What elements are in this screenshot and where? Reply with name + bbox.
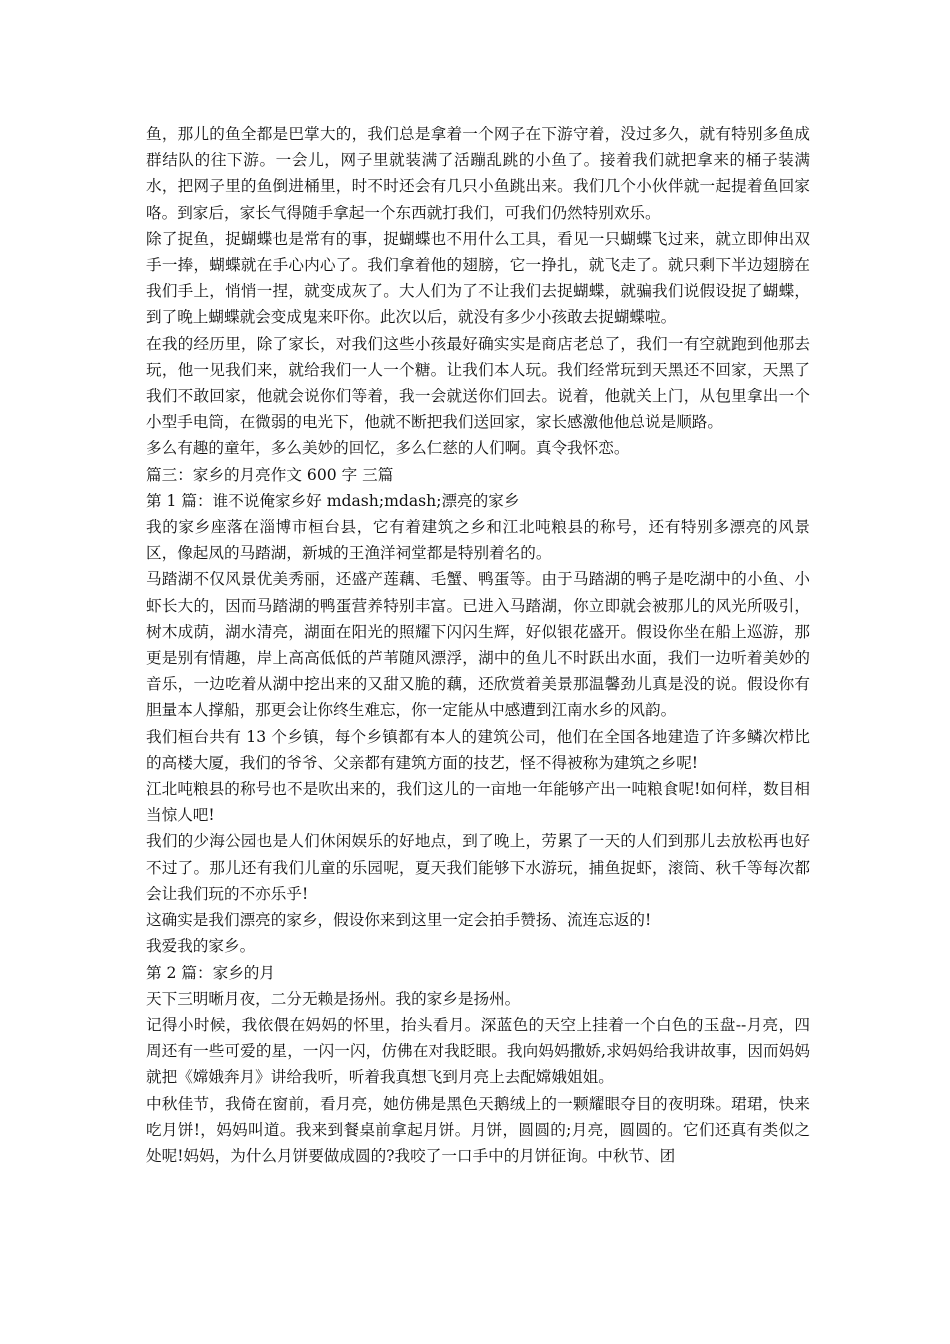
article-heading: 第 1 篇：谁不说俺家乡好 mdash;mdash;漂亮的家乡: [146, 491, 520, 510]
paragraph: 这确实是我们漂亮的家乡，假设你来到这里一定会拍手赞扬、流连忘返的!: [146, 911, 652, 930]
paragraph: 中秋佳节，我倚在窗前，看月亮，她仿佛是黑色天鹅绒上的一颗耀眼夺目的夜明珠。珺珺，快来吃月饼!，妈妈叫道。我来到餐桌前拿起月饼。月饼，圆圆的;月亮，圆圆的。它们还真有类似之处呢!妈妈，为什么月饼要做成圆的?我咬了一口手中的月饼征询。中秋节、团: [146, 1094, 810, 1165]
paragraph: 江北吨粮县的称号也不是吹出来的，我们这儿的一亩地一年能够产出一吨粮食呢!如何样，数目相当惊人吧!: [146, 780, 810, 825]
paragraph: 鱼，那儿的鱼全都是巴掌大的，我们总是拿着一个网子在下游守着，没过多久，就有特别多鱼成群结队的往下游。一会儿，网子里就装满了活蹦乱跳的小鱼了。接着我们就把拿来的桶子装满水，把网子里的鱼倒进桶里，时不时还会有几只小鱼跳出来。我们几个小伙伴就一起提着鱼回家咯。到家后，家长气得随手拿起一个东西就打我们，可我们仍然特别欢乐。: [146, 125, 810, 222]
paragraph: 多么有趣的童年，多么美妙的回忆，多么仁慈的人们啊。真令我怀恋。: [146, 439, 630, 458]
paragraph: 马踏湖不仅风景优美秀丽，还盛产莲藕、毛蟹、鸭蛋等。由于马踏湖的鸭子是吃湖中的小鱼、小虾长大的，因而马踏湖的鸭蛋营养特别丰富。已进入马踏湖，你立即就会被那儿的风光所吸引，树木成荫，湖水清亮，湖面在阳光的照耀下闪闪生辉，好似银花盛开。假设你坐在船上巡游，那更是别有情趣，岸上高高低低的芦苇随风漂浮，湖中的鱼儿不时跃出水面，我们一边听着美妙的音乐，一边吃着从湖中挖出来的又甜又脆的藕，还欣赏着美景那温馨劲儿真是没的说。假设你有胆量本人撑船，那更会让你终生难忘，你一定能从中感遭到江南水乡的风韵。: [146, 570, 810, 720]
paragraph: 我爱我的家乡。: [146, 937, 256, 956]
paragraph: 记得小时候，我依偎在妈妈的怀里，抬头看月。深蓝色的天空上挂着一个白色的玉盘--月亮，四周还有一些可爱的星，一闪一闪，仿佛在对我眨眼。我向妈妈撒娇,求妈妈给我讲故事，因而妈妈就把《嫦娥奔月》讲给我听，听着我真想飞到月亮上去配嫦娥姐姐。: [146, 1015, 810, 1087]
paragraph: 我们桓台共有 13 个乡镇，每个乡镇都有本人的建筑公司，他们在全国各地建造了许多鳞次栉比的高楼大厦，我们的爷爷、父亲都有建筑方面的技艺，怪不得被称为建筑之乡呢!: [146, 727, 810, 772]
section-heading: 篇三：家乡的月亮作文 600 字 三篇: [146, 465, 394, 484]
article-heading: 第 2 篇：家乡的月: [146, 963, 275, 982]
document-body: [146, 121, 810, 1169]
paragraph: 我的家乡座落在淄博市桓台县，它有着建筑之乡和江北吨粮县的称号，还有特别多漂亮的风景区，像起凤的马踏湖，新城的王渔洋祠堂都是特别着名的。: [146, 518, 810, 563]
paragraph: 我们的少海公园也是人们休闲娱乐的好地点，到了晚上，劳累了一天的人们到那儿去放松再也好不过了。那儿还有我们儿童的乐园呢，夏天我们能够下水游玩，捕鱼捉虾，滚筒、秋千等每次都会让我们玩的不亦乐乎!: [146, 832, 810, 903]
paragraph: 除了捉鱼，捉蝴蝶也是常有的事，捉蝴蝶也不用什么工具，看见一只蝴蝶飞过来，就立即伸出双手一捧，蝴蝶就在手心内心了。我们拿着他的翅膀，它一挣扎，就飞走了。就只剩下半边翅膀在我们手上，悄悄一捏，就变成灰了。大人们为了不让我们去捉蝴蝶，就骗我们说假设捉了蝴蝶，到了晚上蝴蝶就会变成鬼来吓你。此次以后，就没有多少小孩敢去捉蝴蝶啦。: [146, 229, 810, 327]
paragraph: 在我的经历里，除了家长，对我们这些小孩最好确实实是商店老总了，我们一有空就跑到他那去玩，他一见我们来，就给我们一人一个糖。让我们本人玩。我们经常玩到天黑还不回家，天黑了我们不敢回家，他就会说你们等着，我一会就送你们回去。说着，他就关上门，从包里拿出一个小型手电筒，在微弱的电光下，他就不断把我们送回家，家长感激他他总说是顺路。: [146, 334, 810, 432]
paragraph: 天下三明晰月夜，二分无赖是扬州。我的家乡是扬州。: [146, 989, 521, 1008]
